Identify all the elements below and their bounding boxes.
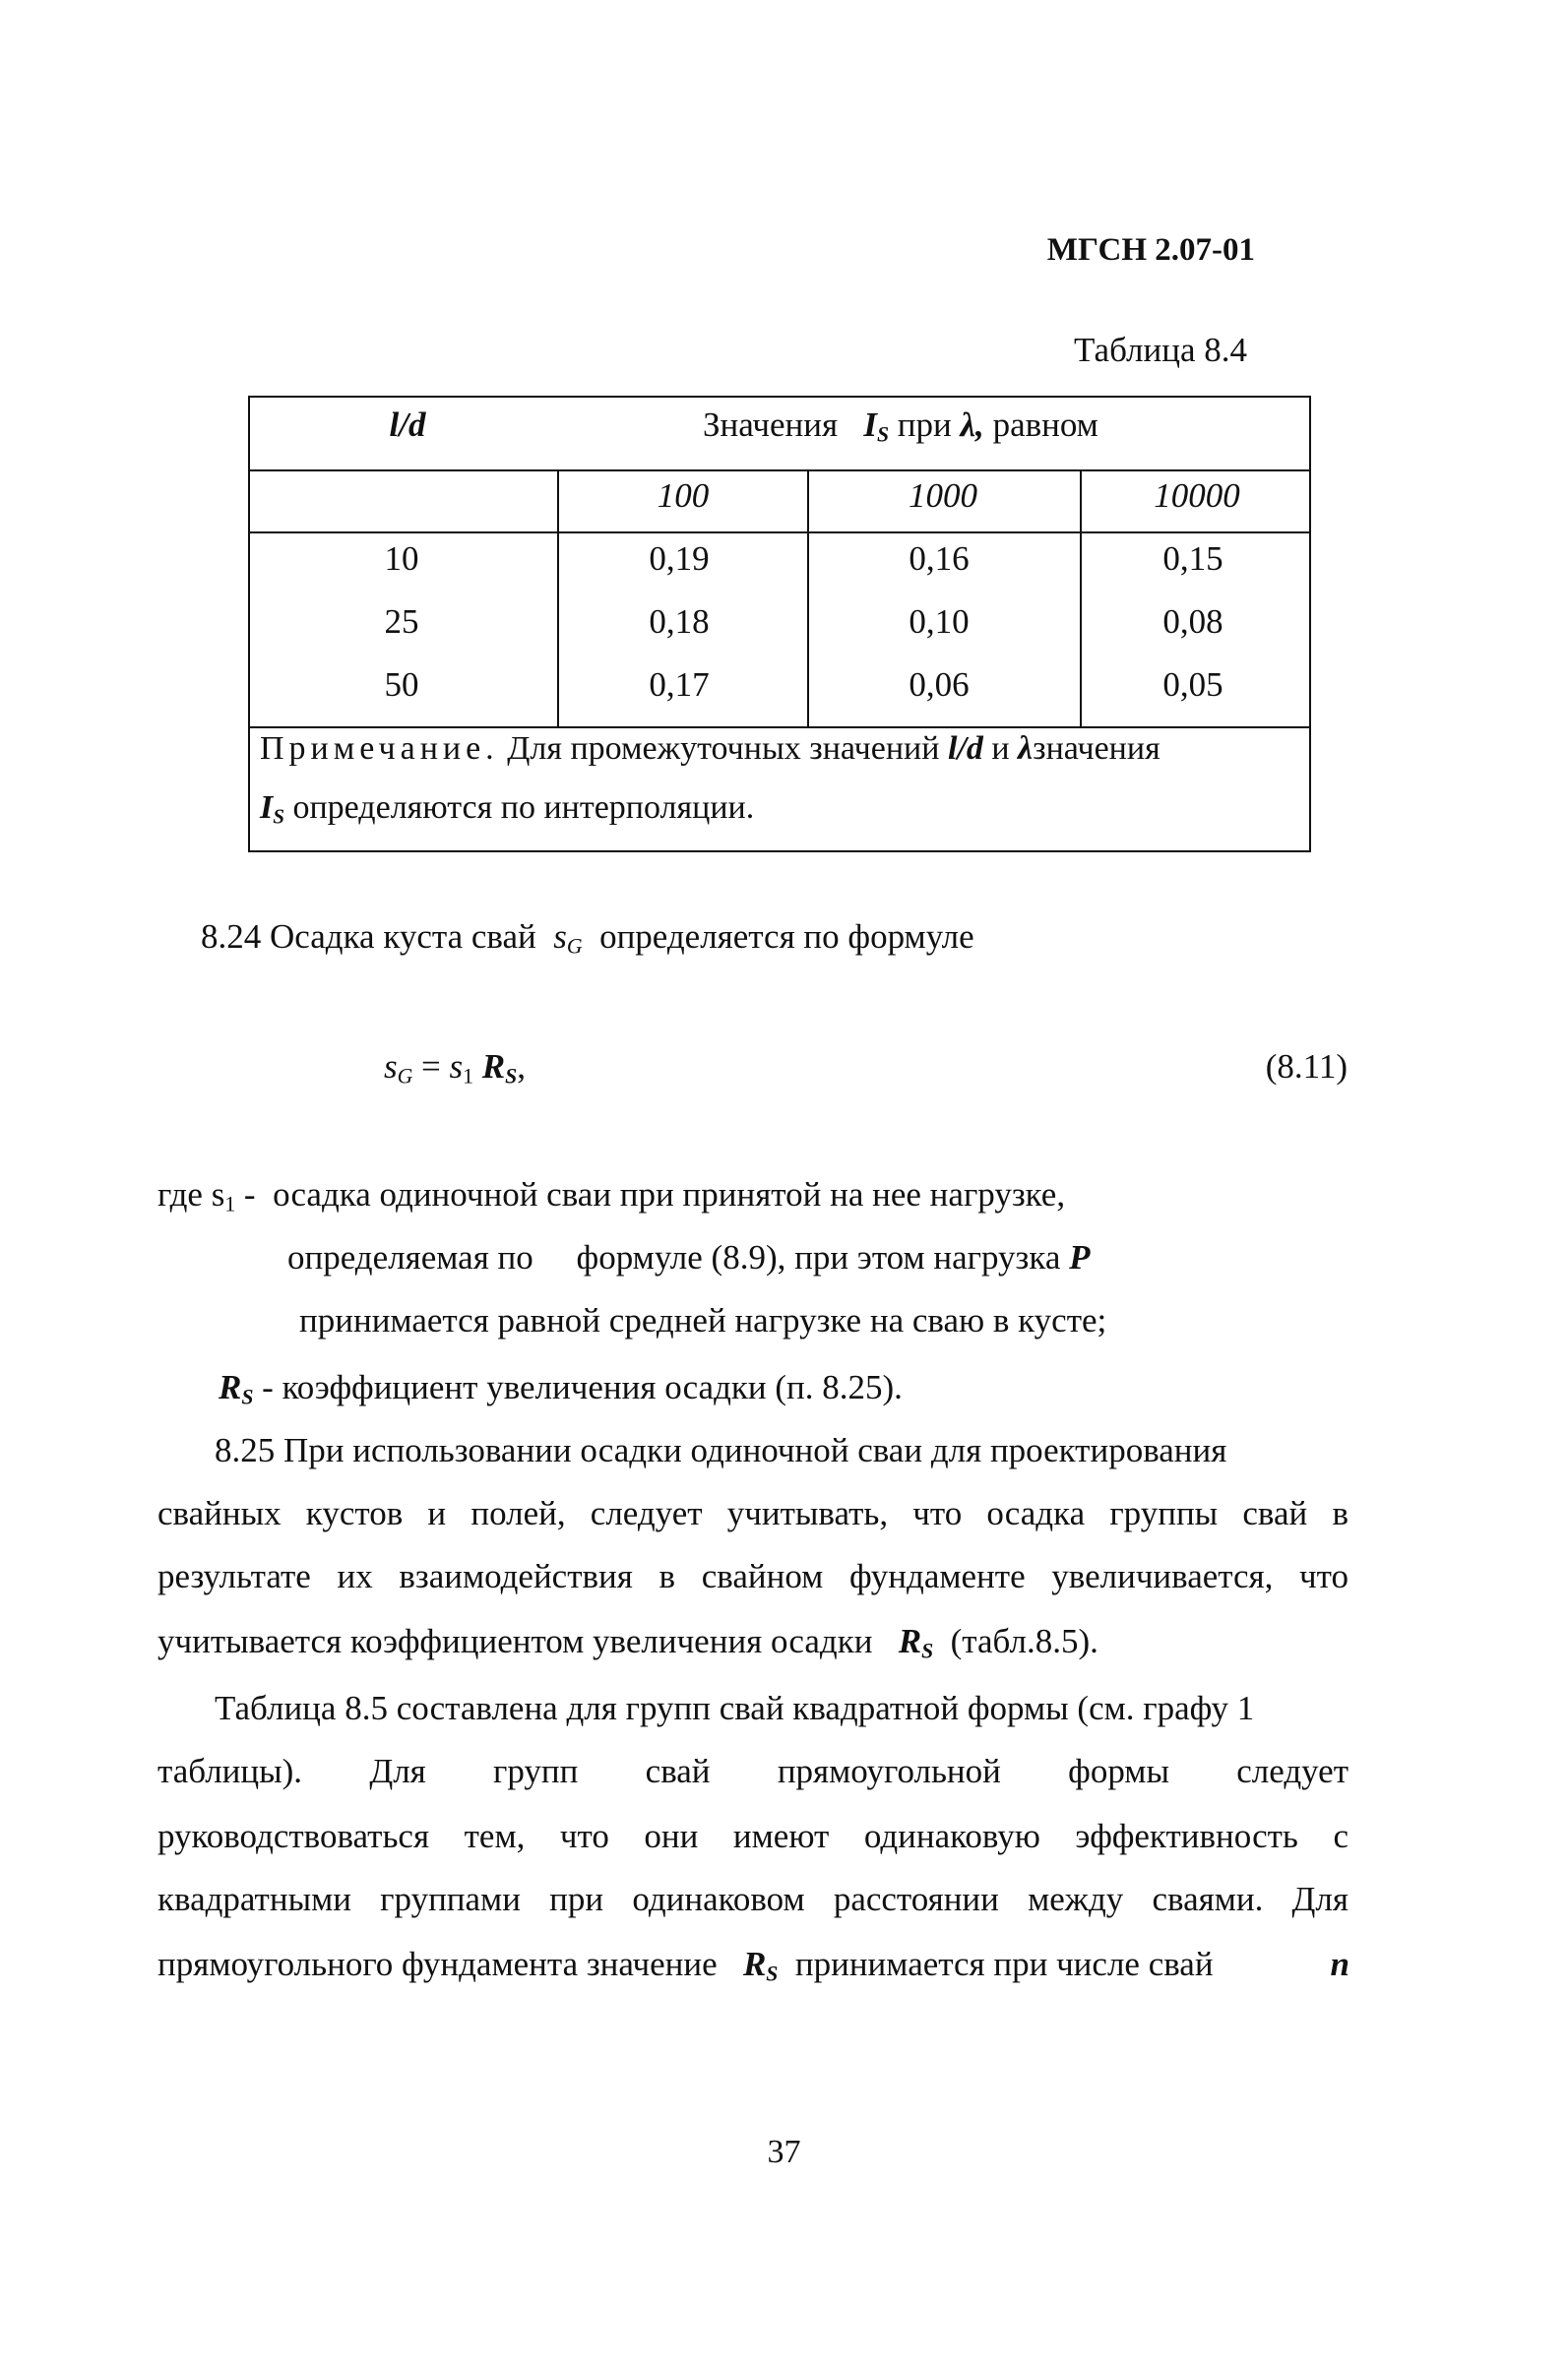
table-cell: 0,17 [649, 665, 710, 704]
table-rule [557, 469, 559, 726]
note-text: определяются по интерполяции. [292, 789, 755, 826]
title-symbol: $I_S$ [863, 405, 890, 447]
document-code: МГСН 2.07-01 [1046, 232, 1255, 268]
formula-s1: s [449, 1047, 464, 1086]
where-text: - коэффициент увеличения осадки (п. 8.25). [262, 1368, 903, 1406]
formula-number: (8.11) [1265, 1047, 1348, 1086]
where-text: формуле (8.9), при этом нагрузка [576, 1238, 1061, 1277]
title-suffix: равном [992, 405, 1098, 444]
table-caption: Таблица 8.4 [1074, 331, 1247, 369]
table-8-4 [248, 396, 1311, 852]
col-header-ld: l/d [389, 405, 426, 444]
table-cell: 0,15 [1162, 539, 1223, 578]
para-8-5-line: таблицы). Для групп свай прямоугольной формы следует [157, 1752, 1348, 1790]
symbol-Rs: R [219, 1368, 242, 1406]
formula-lhs: s [384, 1047, 398, 1086]
table-cell: 0,16 [909, 539, 970, 578]
table-cell: 0,05 [1162, 665, 1223, 704]
row-ld: 10 [384, 539, 419, 578]
title-prefix: Значения [703, 405, 839, 444]
where-line-1: где $s_1$ - осадка одиночной сваи при принятой на нее нагрузке, [157, 1175, 1066, 1216]
section-8-24 [201, 917, 974, 959]
section-8-25-line: учитывается коэффициентом увеличения осадки $R_S$ (табл.8.5). [157, 1622, 1098, 1663]
lambda-header: 10000 [1154, 476, 1240, 515]
title-lambda: λ, [960, 405, 984, 444]
note-lambda: λ [1018, 730, 1034, 767]
note-text: значения [1033, 730, 1160, 767]
section-text: 8.24 Осадка куста свай [201, 917, 536, 956]
table-title [703, 405, 1098, 447]
table-rule [250, 726, 1309, 728]
symbol-Rs: R [898, 1622, 922, 1660]
row-ld: 25 [384, 602, 419, 641]
table-rule [1080, 469, 1082, 726]
table-rule [250, 469, 1309, 471]
where-text: осадка одиночной сваи при принятой на нее нагрузке, [273, 1175, 1066, 1214]
table-cell: 0,06 [909, 665, 970, 704]
symbol-sG: $s_G$ [553, 917, 583, 959]
para-8-5-line: прямоугольного фундамента значение $R_S$ принимается при числе свай [157, 1945, 1214, 1986]
para-8-5-line: Таблица 8.5 составлена для групп свай квадратной формы (см. графу 1 [215, 1689, 1255, 1727]
where-prefix: где s [157, 1175, 225, 1214]
section-text: (табл.8.5). [950, 1622, 1098, 1660]
where-line-3: принимается равной средней нагрузке на сваю в кусте; [299, 1301, 1107, 1340]
section-text: определяется по формуле [599, 917, 974, 956]
formula-rs: R [481, 1047, 506, 1086]
section-8-25-line: 8.25 При использовании осадки одиночной сваи для проектирования [215, 1431, 1227, 1469]
para-text: принимается при числе свай [794, 1945, 1214, 1983]
where-text: определяемая по [287, 1238, 533, 1277]
para-8-5-line: квадратными группами при одинаковом расстоянии между сваями. Для [157, 1880, 1348, 1918]
note-ld: l/d [947, 730, 983, 767]
table-rule [250, 531, 1309, 533]
symbol-P: P [1069, 1238, 1091, 1277]
para-8-5-line: руководствоваться тем, что они имеют одинаковую эффективность с [157, 1817, 1348, 1855]
where-line-4: $R_S$ - коэффициент увеличения осадки (п. 8.25). [219, 1368, 903, 1409]
table-cell: 0,19 [649, 539, 710, 578]
section-8-25-line: свайных кустов и полей, следует учитывать, что осадка группы свай в [157, 1494, 1348, 1532]
table-cell: 0,10 [909, 602, 970, 641]
note-symbol: $I_S$ [260, 789, 284, 829]
formula-8-11: $s_G = s_1$ $R_S$, [384, 1047, 526, 1089]
section-8-25-line: результате их взаимодействия в свайном фундаменте увеличивается, что [157, 1557, 1348, 1595]
page-number: 37 [767, 2134, 801, 2170]
table-note-cont [260, 789, 754, 829]
lambda-header: 1000 [909, 476, 977, 515]
table-rule [807, 469, 809, 726]
table-cell: 0,18 [649, 602, 710, 641]
symbol-n: n [1330, 1945, 1349, 1983]
row-ld: 50 [384, 665, 419, 704]
note-label: Примечание. [260, 730, 499, 767]
symbol-Rs: R [742, 1945, 767, 1983]
where-line-2 [287, 1238, 1091, 1277]
table-note [260, 730, 1160, 768]
section-text: учитывается коэффициентом увеличения осадки [157, 1622, 873, 1660]
table-cell: 0,08 [1162, 602, 1223, 641]
title-mid: при [897, 405, 952, 444]
note-and: и [991, 730, 1010, 767]
para-text: прямоугольного фундамента значение [157, 1945, 718, 1983]
formula-eq: = [412, 1047, 450, 1086]
lambda-header: 100 [657, 476, 710, 515]
note-text: Для промежуточных значений [507, 730, 940, 767]
